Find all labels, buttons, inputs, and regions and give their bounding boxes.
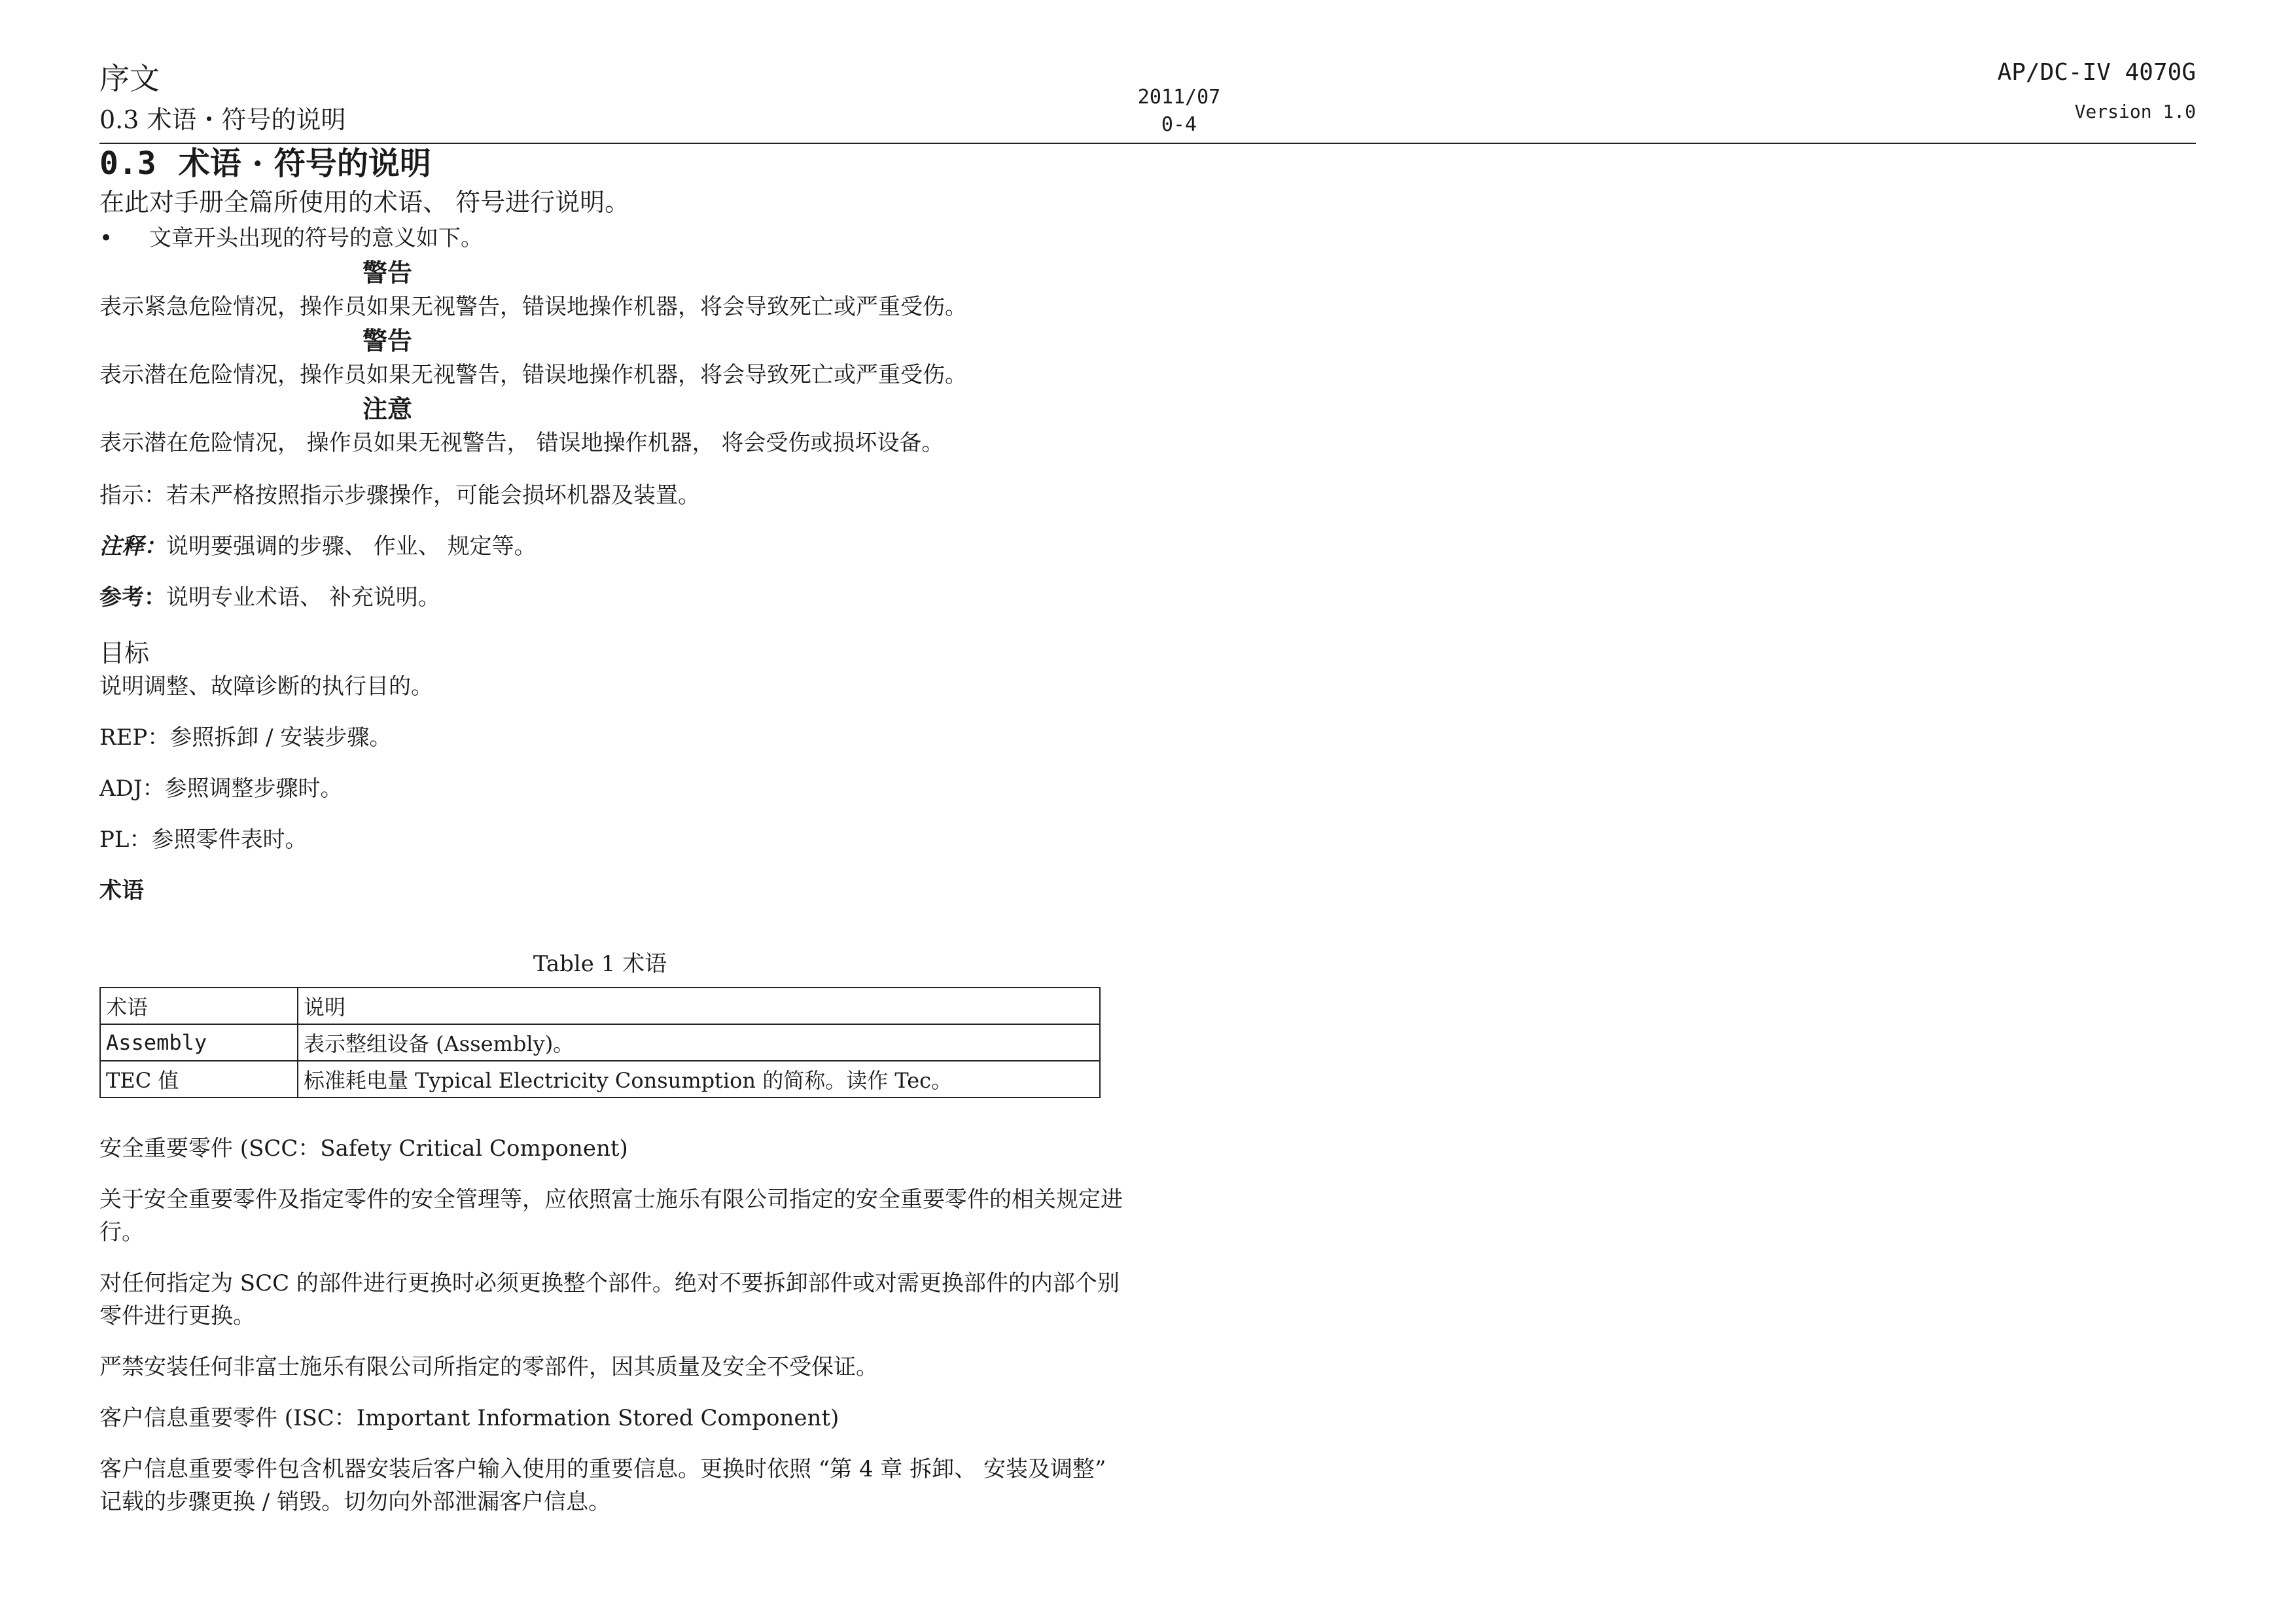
- header-page-number: 0-4: [1161, 113, 1197, 136]
- symbol-title-danger: 警告: [362, 258, 412, 287]
- table-row: [100, 1061, 1100, 1097]
- scc-paragraph-3: 严禁安装任何非富士施乐有限公司所指定的零部件，因其质量及安全不受保证。: [99, 1354, 878, 1380]
- symbol-desc-caution: 表示潜在危险情况， 操作员如果无视警告， 错误地操作机器， 将会受伤或损坏设备。: [99, 430, 944, 456]
- isc-paragraph: 客户信息重要零件包含机器安装后客户输入使用的重要信息。更换时依照 “第 4 章 拆卸、 安装及调整” 记载的步骤更换 / 销毁。切勿向外部泄漏客户信息。: [99, 1456, 1106, 1515]
- purpose-heading: 目标: [99, 639, 150, 668]
- symbol-desc-danger: 表示紧急危险情况，操作员如果无视警告，错误地操作机器，将会导致死亡或严重受伤。: [99, 294, 967, 320]
- scc-paragraph-1: 关于安全重要零件及指定零件的安全管理等，应依照富士施乐有限公司指定的安全重要零件的相关规定进行。: [99, 1186, 1123, 1245]
- page-header: [99, 51, 2196, 144]
- remark-note: [99, 530, 1133, 563]
- table-header-cell: 术语: [100, 988, 298, 1024]
- table-cell: TEC 值: [100, 1061, 298, 1097]
- table-caption: Table 1 术语: [533, 951, 667, 977]
- section-intro: 在此对手册全篇所使用的术语、 符号进行说明。: [99, 188, 630, 217]
- section-title-text: 术语 · 符号的说明: [178, 145, 431, 182]
- bullet-item: [99, 220, 1133, 257]
- remark-label: 注释：: [99, 533, 166, 560]
- reference-label: 参考：: [99, 584, 166, 611]
- rep-note: REP：参照拆卸 / 安装步骤。: [99, 724, 392, 751]
- bullet-text: 文章开头出现的符号的意义如下。: [149, 225, 483, 251]
- reference-text: 说明专业术语、 补充说明。: [166, 584, 440, 611]
- section-title: [99, 143, 1133, 185]
- chapter-title: 序文: [99, 61, 160, 96]
- table-row: [100, 1024, 1100, 1061]
- symbol-block-caution: [99, 393, 1133, 461]
- section-number: 0.3: [99, 145, 156, 182]
- terms-heading: 术语: [99, 878, 144, 904]
- symbol-block-danger: [99, 257, 1133, 325]
- table-cell: 表示整组设备 (Assembly)。: [298, 1024, 1100, 1061]
- symbol-block-warning: [99, 325, 1133, 393]
- page-content: [99, 143, 1133, 1518]
- reference-note: [99, 581, 1133, 614]
- terms-table: [99, 987, 1101, 1098]
- symbol-title-caution: 注意: [362, 394, 412, 423]
- table-cell: Assembly: [100, 1024, 298, 1061]
- instruction-note: 指示：若未严格按照指示步骤操作，可能会损坏机器及装置。: [99, 482, 700, 508]
- bullet-dot-icon: •: [99, 225, 113, 251]
- scc-heading: 安全重要零件 (SCC：Safety Critical Component): [99, 1135, 628, 1162]
- symbol-desc-warning: 表示潜在危险情况，操作员如果无视警告，错误地操作机器，将会导致死亡或严重受伤。: [99, 362, 967, 388]
- isc-heading: 客户信息重要零件 (ISC：Important Information Stored Component): [99, 1405, 839, 1431]
- table-cell: 标准耗电量 Typical Electricity Consumption 的简称。读作 Tec。: [298, 1061, 1100, 1097]
- header-date: 2011/07: [1137, 86, 1221, 109]
- header-date-page: [1107, 84, 1251, 139]
- product-name: AP/DC-IV 4070G: [1997, 59, 2196, 86]
- purpose-text: 说明调整、故障诊断的执行目的。: [99, 673, 433, 700]
- symbol-title-warning: 警告: [362, 326, 412, 355]
- scc-paragraph-2: 对任何指定为 SCC 的部件进行更换时必须更换整个部件。绝对不要拆卸部件或对需更换部件的内部个别零件进行更换。: [99, 1270, 1120, 1329]
- pl-note: PL：参照零件表时。: [99, 827, 308, 853]
- chapter-subtitle: 0.3 术语・符号的说明: [99, 105, 346, 134]
- remark-text: 说明要强调的步骤、 作业、 规定等。: [166, 533, 537, 560]
- table-header-row: [100, 988, 1100, 1024]
- version-label: Version 1.0: [2074, 101, 2196, 122]
- table-header-cell: 说明: [298, 988, 1100, 1024]
- adj-note: ADJ：参照调整步骤时。: [99, 776, 343, 802]
